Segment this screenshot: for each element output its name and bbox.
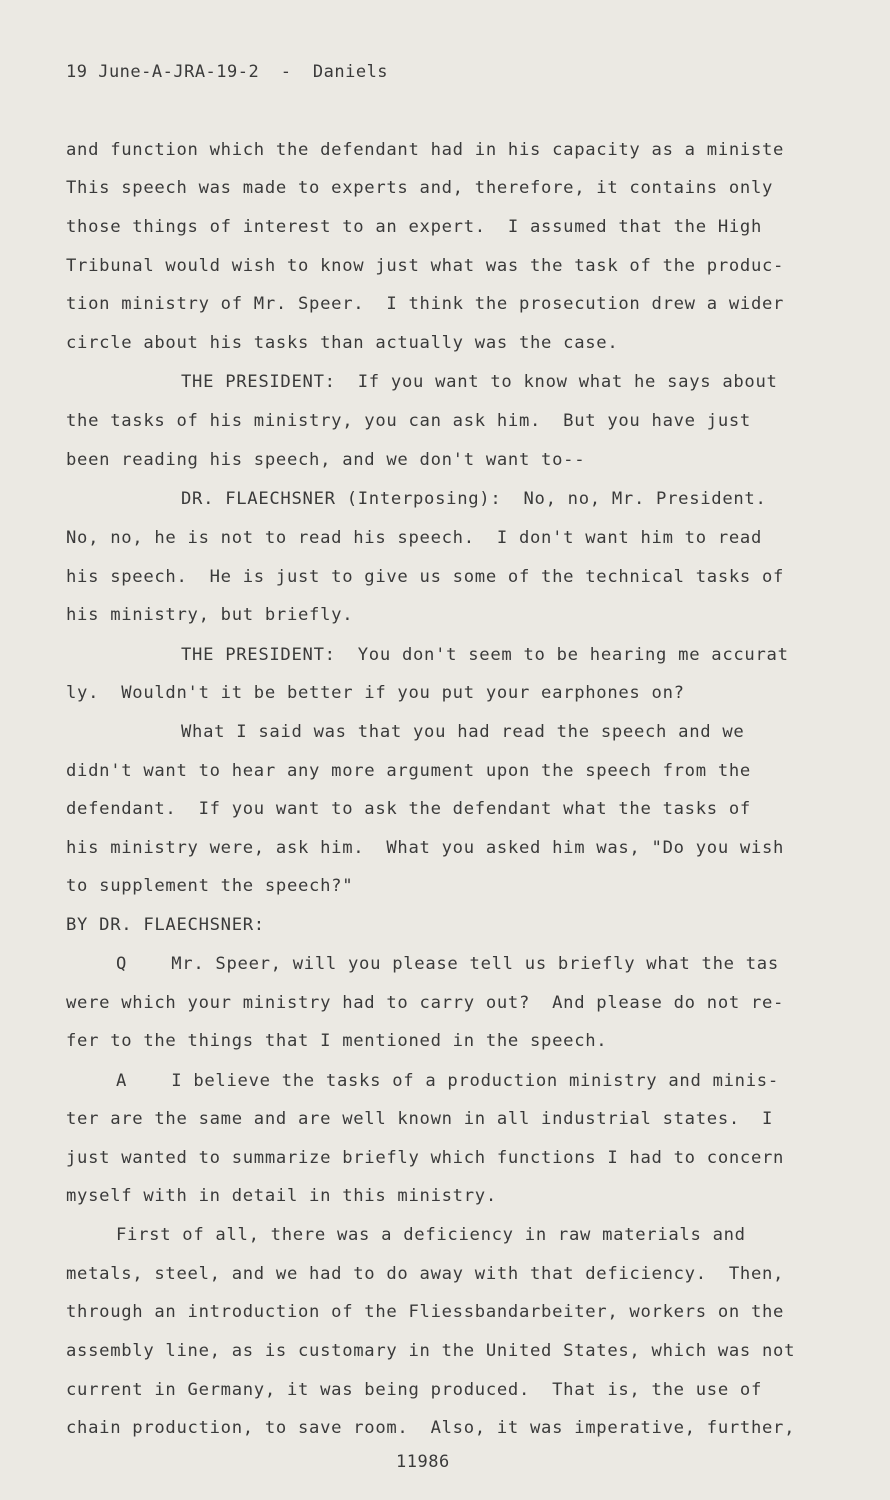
text-line: First of all, there was a deficiency in raw materials and xyxy=(116,1225,746,1245)
text-line: his speech. He is just to give us some of the technical tasks of xyxy=(66,567,785,587)
text-line: through an introduction of the Fliessbandarbeiter, workers on the xyxy=(66,1302,785,1322)
text-line: chain production, to save room. Also, it was imperative, further, xyxy=(66,1418,796,1438)
text-line: been reading his speech, and we don't want to-- xyxy=(66,450,586,470)
text-line: his ministry, but briefly. xyxy=(66,605,354,625)
text-line: BY DR. FLAECHSNER: xyxy=(66,915,265,935)
text-line: to supplement the speech?" xyxy=(66,876,354,896)
text-line: ter are the same and are well known in all industrial states. I xyxy=(66,1109,774,1129)
text-line: circle about his tasks than actually was the case. xyxy=(66,333,619,353)
text-line: Tribunal would wish to know just what was the task of the produc- xyxy=(66,256,785,276)
text-line: just wanted to summarize briefly which functions I had to concern xyxy=(66,1148,785,1168)
text-line: ly. Wouldn't it be better if you put your earphones on? xyxy=(66,683,685,703)
text-line: tion ministry of Mr. Speer. I think the prosecution drew a wider xyxy=(66,294,785,314)
text-line: No, no, he is not to read his speech. I don't want him to read xyxy=(66,528,763,548)
text-line: the tasks of his ministry, you can ask him. But you have just xyxy=(66,411,751,431)
text-line: What I said was that you had read the speech and we xyxy=(181,722,745,742)
text-line: those things of interest to an expert. I assumed that the High xyxy=(66,217,763,237)
text-line: A I believe the tasks of a production ministry and minis- xyxy=(116,1071,779,1091)
text-line: defendant. If you want to ask the defendant what the tasks of xyxy=(66,799,751,819)
text-line: were which your ministry had to carry out? And please do not re- xyxy=(66,993,785,1013)
page-number: 11986 xyxy=(396,1452,450,1472)
text-line: fer to the things that I mentioned in the speech. xyxy=(66,1031,608,1051)
text-line: metals, steel, and we had to do away with that deficiency. Then, xyxy=(66,1264,785,1284)
text-line: current in Germany, it was being produced. That is, the use of xyxy=(66,1380,763,1400)
text-line: DR. FLAECHSNER (Interposing): No, no, Mr. President. xyxy=(181,489,767,509)
text-line: THE PRESIDENT: You don't seem to be hearing me accurat xyxy=(181,645,789,665)
text-line: myself with in detail in this ministry. xyxy=(66,1186,497,1206)
text-line: assembly line, as is customary in the United States, which was not xyxy=(66,1341,796,1361)
text-line: didn't want to hear any more argument upon the speech from the xyxy=(66,761,751,781)
text-line: This speech was made to experts and, therefore, it contains only xyxy=(66,178,774,198)
page-header: 19 June-A-JRA-19-2 - Daniels xyxy=(66,62,389,82)
text-line: Q Mr. Speer, will you please tell us briefly what the tas xyxy=(116,954,779,974)
text-line: THE PRESIDENT: If you want to know what he says about xyxy=(181,372,778,392)
text-line: and function which the defendant had in his capacity as a ministe xyxy=(66,140,785,160)
text-line: his ministry were, ask him. What you asked him was, "Do you wish xyxy=(66,838,785,858)
